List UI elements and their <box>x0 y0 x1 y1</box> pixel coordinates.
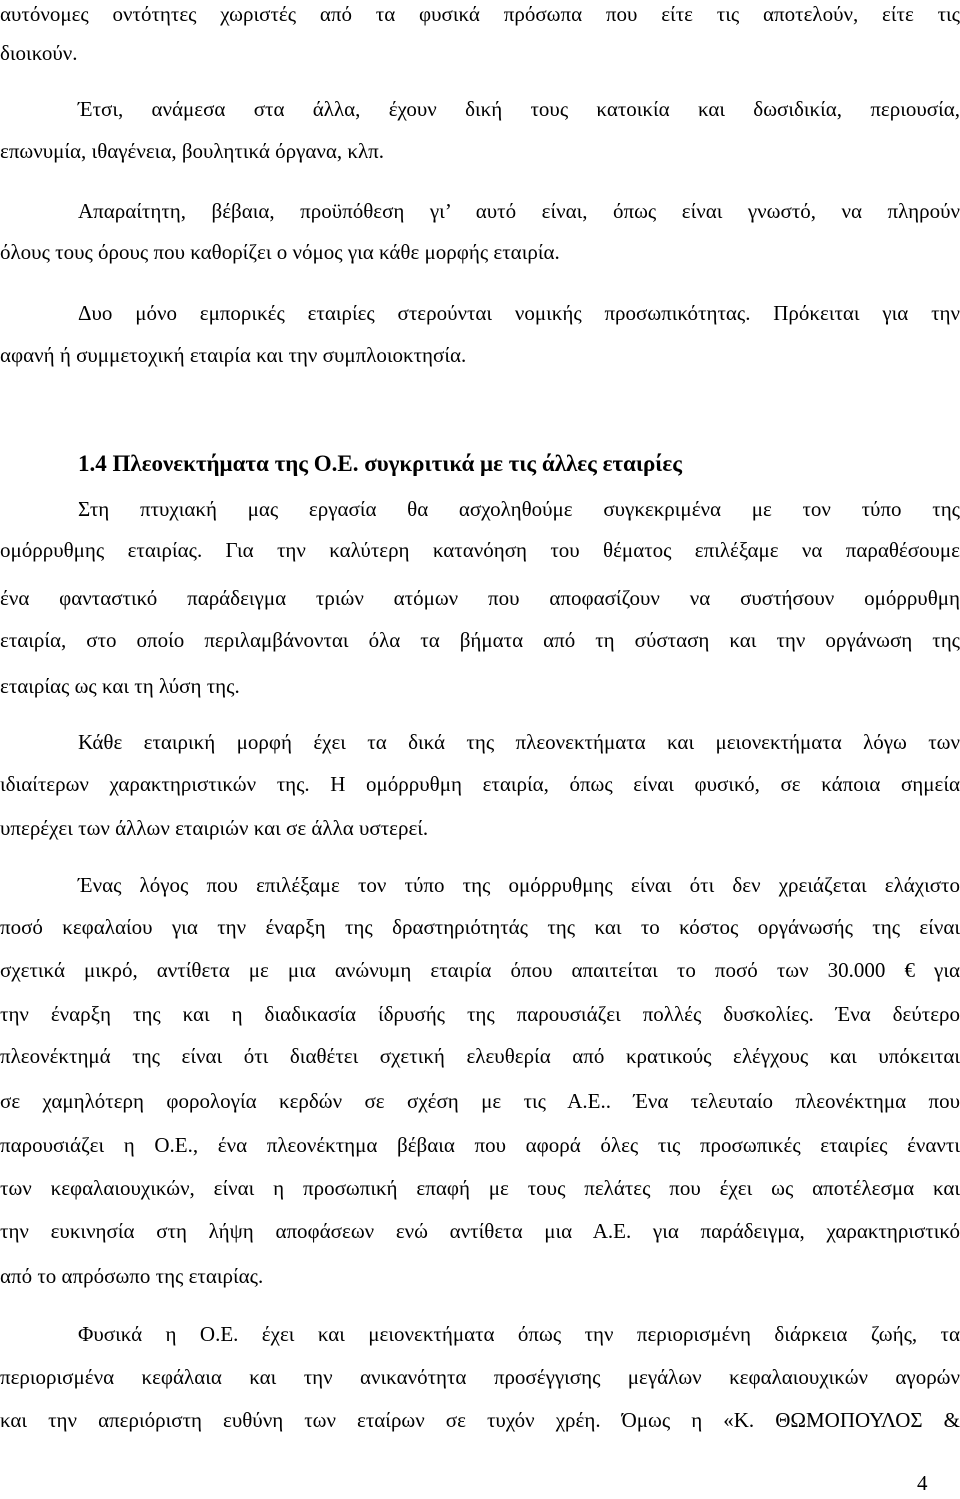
text-line: Δυο μόνο εμπορικές εταιρίες στερούνται νομικής προσωπικότητας. Πρόκειται για την <box>78 301 960 325</box>
text-line: ιδιαίτερων χαρακτηριστικών της. Η ομόρρυθμη εταιρία, όπως είναι φυσικό, σε κάποια σημεία <box>0 772 960 796</box>
text-line: ένα φανταστικό παράδειγμα τριών ατόμων που αποφασίζουν να συστήσουν ομόρρυθμη <box>0 586 960 610</box>
text-line: ομόρρυθμης εταιρίας. Για την καλύτερη κατανόηση του θέματος επιλέξαμε να παραθέσουμε <box>0 538 960 562</box>
text-line: εταιρία, στο οποίο περιλαμβάνονται όλα τα βήματα από τη σύσταση και την οργάνωση της <box>0 628 960 652</box>
text-line: παρουσιάζει η Ο.Ε., ένα πλεονέκτημα βέβαια που αφορά όλες τις προσωπικές εταιρίες έναντι <box>0 1133 960 1157</box>
text-line: Φυσικά η Ο.Ε. έχει και μειονεκτήματα όπως την περιορισμένη διάρκεια ζωής, τα <box>78 1322 960 1346</box>
text-line: σε χαμηλότερη φορολογία κερδών σε σχέση με τις Α.Ε.. Ένα τελευταίο πλεονέκτημα που <box>0 1089 960 1113</box>
text-line: την έναρξη της και η διαδικασία ίδρυσής της παρουσιάζει πολλές δυσκολίες. Ένα δεύτερο <box>0 1002 960 1026</box>
text-line: περιορισμένα κεφάλαια και την ανικανότητα προσέγγισης μεγάλων κεφαλαιουχικών αγορών <box>0 1365 960 1389</box>
text-line: Ένας λόγος που επιλέξαμε τον τύπο της ομόρρυθμης είναι ότι δεν χρειάζεται ελάχιστο <box>78 873 960 897</box>
text-line: υπερέχει των άλλων εταιριών και σε άλλα υστερεί. <box>0 816 429 840</box>
text-line: Στη πτυχιακή μας εργασία θα ασχοληθούμε συγκεκριμένα με τον τύπο της <box>78 497 960 521</box>
text-line: διοικούν. <box>0 41 78 65</box>
text-line: αφανή ή συμμετοχική εταιρία και την συμπλοιοκτησία. <box>0 343 467 367</box>
text-line: Απαραίτητη, βέβαια, προϋπόθεση γι’ αυτό είναι, όπως είναι γνωστό, να πληρούν <box>78 199 960 223</box>
text-line: εταιρίας ως και τη λύση της. <box>0 674 240 698</box>
text-line: την ευκινησία στη λήψη αποφάσεων ενώ αντίθετα μια Α.Ε. για παράδειγμα, χαρακτηριστικό <box>0 1219 960 1243</box>
text-line: Έτσι, ανάμεσα στα άλλα, έχουν δική τους κατοικία και δωσιδικία, περιουσία, <box>78 97 960 121</box>
text-line: όλους τους όρους που καθορίζει ο νόμος για κάθε μορφής εταιρία. <box>0 240 560 264</box>
text-line: και την απεριόριστη ευθύνη των εταίρων σε τυχόν χρέη. Όμως η «Κ. ΘΩΜΟΠΟΥΛΟΣ & <box>0 1408 960 1432</box>
text-line: από το απρόσωπο της εταιρίας. <box>0 1264 264 1288</box>
text-line: σχετικά μικρό, αντίθετα με μια ανώνυμη εταιρία όπου απαιτείται το ποσό των 30.000 € για <box>0 958 960 982</box>
text-line: των κεφαλαιουχικών, είναι η προσωπική επαφή με τους πελάτες που έχει ως αποτέλεσμα και <box>0 1176 960 1200</box>
section-heading: 1.4 Πλεονεκτήματα της Ο.Ε. συγκριτικά με τις άλλες εταιρίες <box>78 451 682 476</box>
text-line: πλεονέκτημά της είναι ότι διαθέτει σχετική ελευθερία από κρατικούς ελέγχους και υπόκειται <box>0 1044 960 1068</box>
text-line: ποσό κεφαλαίου για την έναρξη της δραστηριότητάς της και το κόστος οργάνωσής της είναι <box>0 915 960 939</box>
text-line: επωνυμία, ιθαγένεια, βουλητικά όργανα, κλπ. <box>0 139 384 163</box>
text-line: αυτόνομες οντότητες χωριστές από τα φυσικά πρόσωπα που είτε τις αποτελούν, είτε τις <box>0 2 960 26</box>
page-number: 4 <box>917 1471 928 1495</box>
text-line: Κάθε εταιρική μορφή έχει τα δικά της πλεονεκτήματα και μειονεκτήματα λόγω των <box>78 730 960 754</box>
